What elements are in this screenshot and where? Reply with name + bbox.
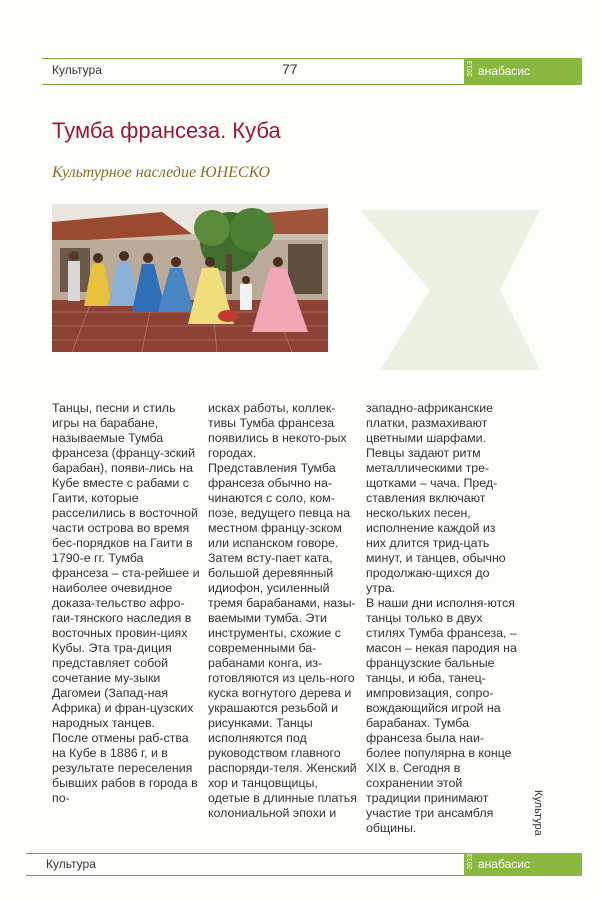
- page-footer: [26, 853, 582, 876]
- footer-brand-name: анабасис: [478, 857, 530, 871]
- column-2-paragraph-2: Представления Тумба франсеза обычно на-чинаются с соло, ком-позе, ведущего певца на местном францу-зском или испанском говоре. Затем всту-пает ката, большой деревянный идиофон, усиленный тремя барабанами, назы-ваемыми тумба. Эти инструменты, схожие с современными ба-рабанами конга, из-готовляются из цель-ного куска вогнутого дерева и украшаются резьбой и рисунками. Танцы исполняются под руководством главного распоряди-теля. Женский хор и танцовщицы, одетые в длинные платья колониальной эпохи и: [208, 461, 357, 820]
- column-2-paragraph-1: исках работы, коллек-тивы Тумба франсеза появились в некото-рых городах.: [208, 401, 347, 460]
- page-header: [42, 58, 582, 85]
- column-3-paragraph-1: западно-африканские платки, размахивают цветными шарфами. Певцы задают ритм металлическими тре-щотками – чача. Пред-ставления включают нескольких песен, исполнение каждой из них длится трид-цать минут, и танцев, обычно продолжаю-щихся до утра.: [366, 401, 506, 595]
- article-column-2: [208, 401, 358, 821]
- header-brand-block: [464, 58, 582, 85]
- header-page-number: 77: [282, 61, 298, 77]
- dancers-photo-illustration: [52, 204, 328, 352]
- header-brand-name: анабасис: [478, 64, 530, 78]
- column-1-paragraph-1: Танцы, песни и стиль игры на барабане, называемые Тумба франсеза (францу-зский барабан), появи-лись на Кубе вместе с рабами с Гаити, которые расселились в восточной части острова во время бес-порядков на Гаити в 1790-е гг. Тумба франсеза – ста-рейшее и наиболее очевидное доказа-тельство афро-гаи-тянского наследия в восточных провин-циях Кубы. Эта тра-диция представляет собой сочетание му-зыки Дагомеи (Запад-ная Африка) и фран-цузских народных танцев.: [52, 401, 200, 730]
- article-column-3: [366, 401, 518, 836]
- header-brand-year: 2013: [467, 61, 474, 77]
- column-1-paragraph-2: После отмены раб-ства на Кубе в 1886 г, и в результате переселения бывших рабов в города в по-: [52, 731, 198, 805]
- column-3-paragraph-2: В наши дни исполня-ются танцы только в двух стилях Тумба франсеза, – масон – некая пародия на французские бальные танцы, и юба, танец-импровизация, сопро-вождающийся игрой на барабанах. Тумба франсеза была наи-более популярна в конце XIX в. Сегодня в сохранении этой традиции принимают участие три ансамбля общины.: [366, 596, 517, 835]
- background-watermark-graphic: [340, 190, 560, 390]
- footer-section-label: Культура: [46, 857, 96, 871]
- footer-brand-block: [464, 853, 582, 876]
- article-photo: [52, 204, 328, 352]
- side-section-label: Культура: [532, 790, 544, 836]
- article-title: Тумба франсеза. Куба: [52, 118, 281, 143]
- header-section-label: Культура: [52, 63, 102, 77]
- article-column-1: [52, 401, 202, 806]
- footer-brand-year: 2013: [467, 854, 474, 870]
- article-subtitle: Культурное наследие ЮНЕСКО: [52, 164, 270, 181]
